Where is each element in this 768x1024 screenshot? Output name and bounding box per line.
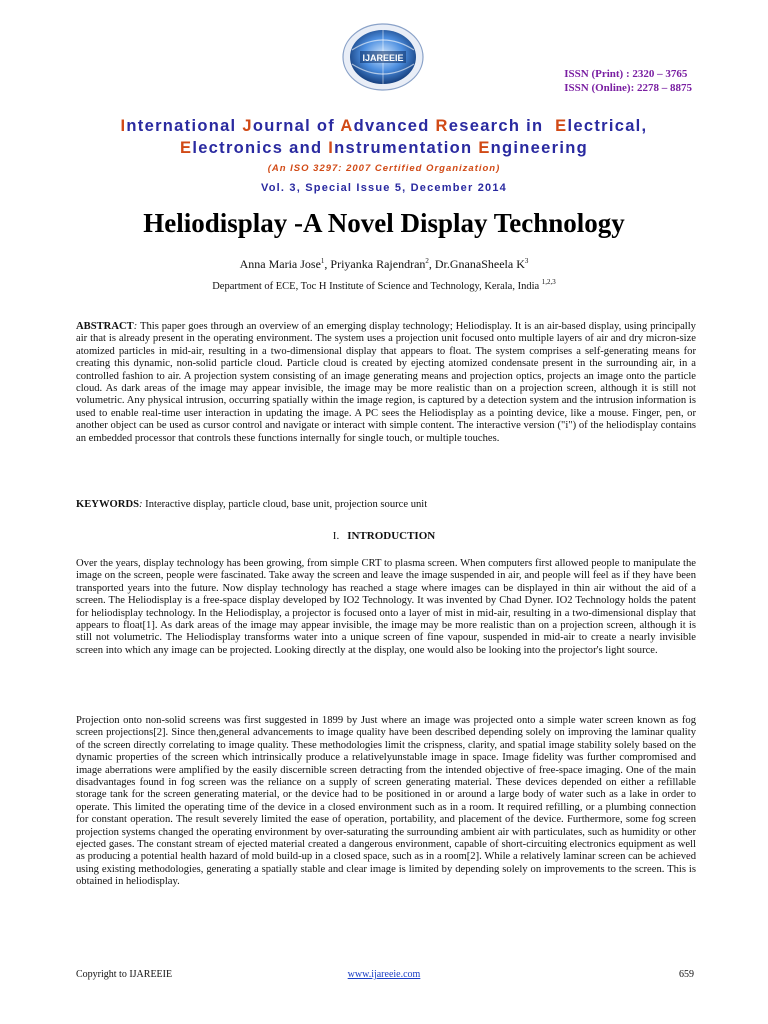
abstract-colon: : bbox=[133, 321, 138, 332]
journal-word-initial: E bbox=[180, 139, 193, 157]
keywords bbox=[76, 499, 696, 511]
journal-word-initial: I bbox=[328, 139, 335, 157]
author-separator: , bbox=[324, 257, 331, 271]
abstract-label: ABSTRACT bbox=[76, 321, 134, 332]
organization-note: (An ISO 3297: 2007 Certified Organization) bbox=[267, 163, 501, 174]
footer-website-link[interactable]: www.ijareeie.com bbox=[347, 969, 421, 980]
affiliation-text: Department of ECE, Toc H Institute of Science and Technology, Kerala, India bbox=[212, 281, 540, 292]
abstract-text: This paper goes through an overview of an emerging display technology; Heliodisplay. It is an air-based display, using principally air that is already present in the operating environment. The system uses a projection unit focused onto multiple layers of air and dry micron-size atomized particles in mid-air, resulting in a two-dimensional display that appears to float. The system comprises a self-generating means for creating this dynamic, non-solid particle cloud. Particle cloud is created by ejecting atomized condensate present in the surrounding air, in a controlled fashion to air. A projection system consisting of an image generating means and projection optics, projects an image onto the particle cloud. As dark areas of the image may appear invisible, the image may be more realistic than on a projection screen, although it is still not volumetric. Any physical intrusion, occurring spatially within the image region, is captured by a detection system and the intrusion information is used to enable real-time user interaction in updating the image. A PC sees the Heliodisplay as a pointing device, like a mouse. Finger, pen, or another object can be used as cursor control and navigate or interact with simple content. The interactive version ("i") of the heliodisplay contains an embedded processor that controls these functions internally for single touch, or multiple touches. bbox=[76, 321, 696, 444]
journal-word-rest: lectronics and bbox=[192, 139, 329, 157]
paragraph: Projection onto non-solid screens was first suggested in 1899 by Just where an image was projected onto a simple water screen known as fog screen projections[2]. Since then,general advancements to image quality have been described depending solely on improving the laminar quality of the screen directly correlating to image quality. These methodologies limit the crispness, clarity, and spatial image stability solely based on the dynamic properties of the screen which intrinsically produce a relativelyunstable image in space. Image fidelity was further compromised and image aberrations were amplified by the easily discernible screen detracting from the intended objective of free-space imaging. One of the main disadvantages found in fog screen was the reliance on a supply of screen generating material. These devices depended on either a refillable storage tank for the screen generating material, or the device had to be positioned in or around a large body of water such as a lake in order to operate. This limited the operating time of the device in a closed environment such as in a room. It required refilling, or a plumbing connection for constant operation. The result severely limited the ease of operation, portability, and placement of the device. Furthermore, some fog screen projection systems changed the operating environment by over-saturating the surrounding ambient air with particulates, such as humidity or other ejected gases. The constant stream of ejected material created a dangerous environment, capable of short-circuiting electronics equipment as well as producing a potential health hazard of mold build-up in a closed space, such as in a room[2]. While a relatively laminar screen can be achieved using existing methodologies, generating a spatially stable and clear image is limited by depending solely on improvements to the screen. This is obtained in heliodisplay. bbox=[76, 715, 696, 888]
journal-name bbox=[60, 115, 708, 159]
journal-name-line2 bbox=[60, 137, 708, 159]
issn-online: ISSN (Online): 2278 – 8875 bbox=[564, 82, 692, 94]
author-superscript: 1 bbox=[320, 257, 325, 265]
abstract bbox=[76, 321, 696, 445]
section-number: I. bbox=[332, 530, 340, 542]
author-name: Priyanka Rajendran bbox=[330, 257, 426, 271]
logo-text: IJAREEIE bbox=[362, 53, 404, 63]
paper-title: Heliodisplay -A Novel Display Technology bbox=[143, 208, 625, 238]
journal-word-initial: I bbox=[120, 117, 127, 135]
journal-word-rest: ournal of bbox=[252, 117, 341, 135]
ijareeie-logo bbox=[338, 20, 428, 94]
volume-issue: Vol. 3, Special Issue 5, December 2014 bbox=[261, 182, 507, 194]
author-list bbox=[0, 257, 768, 272]
issn-print: ISSN (Print) : 2320 – 3765 bbox=[564, 68, 688, 80]
journal-word-rest: nternational bbox=[126, 117, 243, 135]
author-superscript: 2 bbox=[425, 257, 429, 265]
journal-word-initial: A bbox=[340, 117, 354, 135]
author-superscript: 3 bbox=[524, 257, 529, 265]
journal-word-initial: E bbox=[478, 139, 491, 157]
keywords-colon: : bbox=[138, 499, 143, 510]
journal-word-rest: esearch in bbox=[448, 117, 556, 135]
affiliation-superscript: 1,2,3 bbox=[541, 278, 556, 286]
keywords-text: Interactive display, particle cloud, base unit, projection source unit bbox=[145, 499, 428, 510]
journal-word-rest: lectrical, bbox=[567, 117, 648, 135]
journal-word-initial: E bbox=[555, 117, 568, 135]
journal-word-rest: ngineering bbox=[490, 139, 588, 157]
paragraph: Over the years, display technology has been growing, from simple CRT to plasma screen. When computers first allowed people to manipulate the image on the screen, people were fascinated. Take away the screen and leave the image suspended in air, and people will feel as if they have been transported years into the future. Now display technology has reached a stage where images can be displayed in thin air without the aid of a screen. The Heliodisplay is a free-space display developed by IO2 Technology. It was invented by Chad Dyner. IO2 Technology holds the patent for heliodisplay technology. In the Heliodisplay, a projector is focused onto a layer of mist in mid-air, resulting in a two-dimensional display that appears to float[1]. As dark areas of the image may appear invisible, the image may be more realistic than on a projection screen, although it is still not volumetric. The Heliodisplay transforms water into a unique screen of fine vapour, suspended in mid-air to create a nearly invisible screen into which any image can be projected. Looking directly at the display, one would also be looking into the projector's light source. bbox=[76, 558, 696, 656]
journal-word-initial: R bbox=[435, 117, 449, 135]
journal-name-line1 bbox=[60, 115, 708, 137]
footer-copyright: Copyright to IJAREEIE bbox=[76, 969, 173, 980]
affiliation bbox=[0, 278, 768, 292]
journal-word-rest: dvanced bbox=[353, 117, 436, 135]
issn-block bbox=[564, 67, 692, 95]
keywords-label: KEYWORDS bbox=[76, 499, 139, 510]
footer-page-number: 659 bbox=[679, 969, 694, 980]
author-name: Dr.GnanaSheela K bbox=[434, 257, 525, 271]
section-title: INTRODUCTION bbox=[347, 530, 436, 542]
section-heading-introduction bbox=[0, 530, 768, 542]
author-separator: , bbox=[428, 257, 435, 271]
author-name: Anna Maria Jose bbox=[239, 257, 321, 271]
journal-word-rest: nstrumentation bbox=[334, 139, 479, 157]
journal-word-initial: J bbox=[242, 117, 253, 135]
